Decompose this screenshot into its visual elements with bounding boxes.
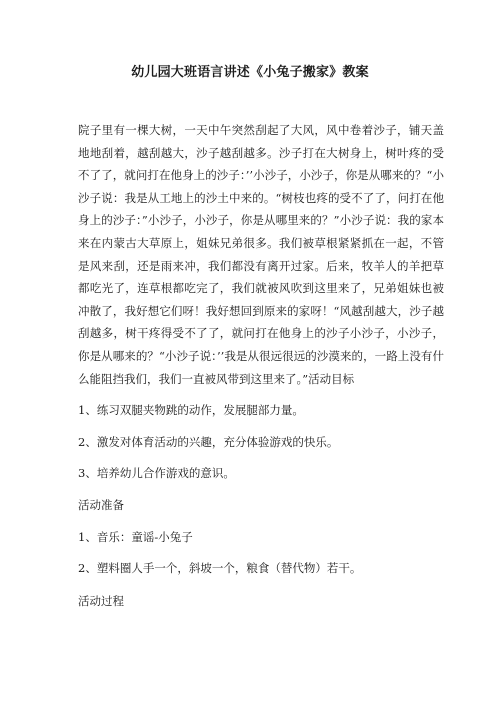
- process-heading: 活动过程: [78, 593, 124, 608]
- goal-item-2: 2、激发对体育活动的兴趣，充分体验游戏的快乐。: [78, 434, 339, 449]
- document-body: [78, 119, 444, 612]
- preparation-item-2: 2、塑料圈人手一个，斜坡一个，粮食（替代物）若干。: [78, 561, 362, 576]
- goal-item-3: 3、培养幼儿合作游戏的意识。: [78, 466, 235, 481]
- document-title: 幼儿园大班语言讲述《小兔子搬家》教案: [131, 65, 369, 80]
- preparation-item-1: 1、音乐：童谣-小兔子: [78, 529, 193, 544]
- story-paragraph: 院子里有一棵大树，一天中午突然刮起了大风，风中卷着沙子，铺天盖地地刮着，越刮越大，沙子越刮越多。沙子打在大树身上，树叶疼的受不了了，就问打在他身上的沙子：’’小沙子，小沙子，你是从哪来的？“小沙子说：我是从工地上的沙土中来的。“树枝也疼的受不了了，问打在他身上的沙子：”小沙子，小沙子，你是从哪里来的？”小沙子说：我的家本来在内蒙古大草原上，姐妹兄弟很多。我们被草根紧紧抓在一起，不管是风来刮，还是雨来冲，我们都没有离开过家。后来，牧羊人的羊把草都吃光了，连草根都吃完了，我们就被风吹到这里来了，兄弟姐妹也被冲散了，我好想它们呀！我好想回到原来的家呀！“风越刮越大，沙子越刮越多，树干疼得受不了了，就问打在他身上的沙子小沙子，小沙子，你是从哪来的？“小沙子说：’’我是从很远很远的沙漠来的，一路上没有什么能阻挡我们，我们一直被风带到这里来了。”活动目标: [78, 123, 444, 386]
- goal-item-1: 1、练习双腿夹物跳的动作，发展腿部力量。: [78, 403, 304, 418]
- preparation-heading: 活动准备: [78, 497, 124, 512]
